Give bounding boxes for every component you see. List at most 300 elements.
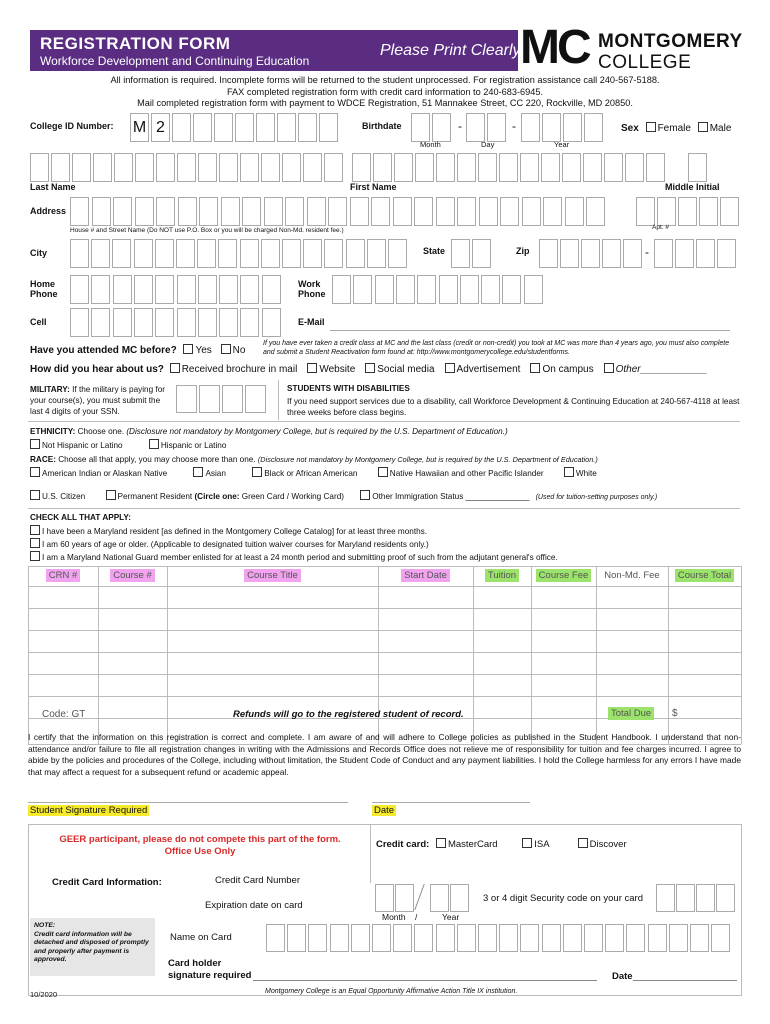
work-phone-box[interactable] (332, 275, 351, 304)
card-name-box[interactable] (648, 924, 667, 952)
us-citizen-checkbox[interactable] (30, 490, 40, 500)
card-type-row (376, 838, 627, 850)
student-signature-label: Student Signature Required (30, 805, 148, 816)
work-phone-label: Work Phone (298, 279, 326, 299)
table-row[interactable] (28, 652, 741, 674)
work-phone-box[interactable] (524, 275, 543, 304)
work-phone-box[interactable] (502, 275, 521, 304)
work-phone-box[interactable] (396, 275, 415, 304)
cell-phone-box[interactable] (134, 308, 153, 337)
table-header-label: Start Date (401, 569, 450, 582)
last-name-label: Last Name (30, 182, 76, 192)
heard-option-label: On campus (542, 364, 594, 375)
email-label: E-Mail (298, 317, 325, 327)
female-checkbox[interactable] (646, 122, 656, 132)
ethnicity-heading (30, 427, 508, 436)
signature-line[interactable] (28, 802, 348, 803)
check-all-list (30, 525, 558, 563)
first-name-box[interactable] (352, 153, 371, 182)
disabilities-title: STUDENTS WITH DISABILITIES (287, 384, 410, 393)
certification-text: I certify that the information on this registration is correct and complete. I am aware of and will adhere to College policies as published in the Student Handbook. I understand that non-attendance and/or failure to file all registration changes in writing with the Admissions and Records Office does not relieve me of responsibility for tuition and fee charges incurred. I agree to abide by the policies and procedures of the College, including without limitation, the Student Code of Conduct and any payment liabilities. I hold the College harmless for any errors I have made that may affect a request for a subsequent refund or academic appeal. (28, 732, 741, 777)
address-box[interactable] (156, 197, 175, 226)
other-status-label: Other Immigration Status ______________ (372, 492, 530, 501)
refunds-note: Refunds will go to the registered student of record. (233, 709, 464, 720)
home-phone-box[interactable] (219, 275, 238, 304)
home-phone-box[interactable] (198, 275, 217, 304)
cc-number-label: Credit Card Number (215, 875, 300, 886)
table-header (378, 570, 473, 581)
address-box[interactable] (328, 197, 347, 226)
divider (28, 508, 740, 509)
last-name-box[interactable] (324, 153, 343, 182)
card-name-box[interactable] (626, 924, 645, 952)
address-box[interactable] (135, 197, 154, 226)
address-box[interactable] (285, 197, 304, 226)
zip-box[interactable] (581, 239, 600, 268)
exp-year-label: Year (442, 912, 460, 922)
zip-box[interactable] (602, 239, 621, 268)
hispanic-checkbox[interactable] (149, 439, 159, 449)
address-box[interactable] (264, 197, 283, 226)
first-name-box[interactable] (499, 153, 518, 182)
zip-box[interactable] (539, 239, 558, 268)
race-option-pacific-islander: Native Hawaiian and other Pacific Islander (389, 469, 544, 478)
card-name-box[interactable] (563, 924, 582, 952)
email-line[interactable] (330, 330, 730, 331)
card-name-box[interactable] (542, 924, 561, 952)
address-box[interactable] (522, 197, 541, 226)
attended-yes-checkbox[interactable] (183, 344, 193, 354)
race-heading (30, 455, 598, 464)
card-name-box[interactable] (330, 924, 349, 952)
first-name-box[interactable] (520, 153, 539, 182)
last-name-box[interactable] (177, 153, 196, 182)
address-box[interactable] (371, 197, 390, 226)
discover-checkbox[interactable] (578, 838, 588, 848)
city-box[interactable] (112, 239, 131, 268)
apt-box[interactable] (678, 197, 697, 226)
cell-phone-box[interactable] (262, 308, 281, 337)
first-name-box[interactable] (457, 153, 476, 182)
not-hispanic-checkbox[interactable] (30, 439, 40, 449)
race-checkbox[interactable] (193, 467, 203, 477)
first-name-box[interactable] (415, 153, 434, 182)
attended-question-text: Have you attended MC before? (30, 345, 177, 356)
city-box[interactable] (282, 239, 301, 268)
work-phone-box[interactable] (439, 275, 458, 304)
city-box[interactable] (176, 239, 195, 268)
first-name-box[interactable] (604, 153, 623, 182)
exp-month-box[interactable] (395, 884, 414, 912)
address-box[interactable] (199, 197, 218, 226)
city-box[interactable] (324, 239, 343, 268)
address-box[interactable] (70, 197, 89, 226)
attended-no-label: No (232, 345, 246, 356)
heard-option-checkbox[interactable] (530, 363, 540, 373)
heard-option-checkbox[interactable] (604, 363, 614, 373)
list-item (30, 551, 558, 564)
birth-year-box[interactable] (521, 113, 540, 142)
geer-line2: Office Use Only (164, 846, 236, 857)
table-header (668, 570, 741, 581)
zip-box[interactable] (560, 239, 579, 268)
cell-phone-box[interactable] (177, 308, 196, 337)
cell-phone-box[interactable] (113, 308, 132, 337)
zip-ext-box[interactable] (654, 239, 673, 268)
zip-ext-box[interactable] (717, 239, 736, 268)
heard-about-row (30, 363, 707, 375)
home-phone-box[interactable] (240, 275, 259, 304)
heard-question: How did you hear about us? (30, 364, 164, 375)
address-box[interactable] (113, 197, 132, 226)
last-name-box[interactable] (303, 153, 322, 182)
state-box[interactable] (451, 239, 470, 268)
eeo-statement: Montgomery College is an Equal Opportunity Affirmative Action Title IX institution. (265, 988, 518, 995)
address-box[interactable] (457, 197, 476, 226)
table-row[interactable] (28, 630, 741, 652)
race-checkbox[interactable] (252, 467, 262, 477)
address-box[interactable] (393, 197, 412, 226)
college-id-box[interactable]: 2 (151, 113, 170, 142)
birth-year-label: Year (554, 140, 570, 149)
ssn-box[interactable] (222, 385, 243, 413)
college-id-box[interactable] (256, 113, 275, 142)
apt-box[interactable] (657, 197, 676, 226)
card-name-box[interactable] (711, 924, 730, 952)
home-phone-box[interactable] (262, 275, 281, 304)
heard-option-label: Social media (377, 364, 435, 375)
city-box[interactable] (367, 239, 386, 268)
table-row[interactable] (28, 586, 741, 608)
table-col-rule (741, 566, 742, 744)
first-name-box[interactable] (478, 153, 497, 182)
zip-label: Zip (516, 246, 530, 256)
card-name-box[interactable] (308, 924, 327, 952)
visa-checkbox[interactable] (522, 838, 532, 848)
college-id-box[interactable] (298, 113, 317, 142)
address-box[interactable] (565, 197, 584, 226)
state-label: State (423, 246, 446, 256)
city-box[interactable] (70, 239, 89, 268)
city-box[interactable] (155, 239, 174, 268)
card-name-box[interactable] (351, 924, 370, 952)
last-name-box[interactable] (51, 153, 70, 182)
heard-option-checkbox[interactable] (307, 363, 317, 373)
college-id-box[interactable]: M (130, 113, 149, 142)
exp-month-box[interactable] (375, 884, 394, 912)
discover-label: Discover (589, 839, 627, 850)
table-row[interactable] (28, 674, 741, 696)
first-name-box[interactable] (625, 153, 644, 182)
heard-option-checkbox[interactable] (170, 363, 180, 373)
exp-month-label: Month (382, 912, 406, 922)
note-title: NOTE: (34, 922, 56, 929)
national-guard-checkbox[interactable] (30, 551, 40, 561)
card-name-box[interactable] (436, 924, 455, 952)
note-text: Credit card information will be detached and disposed of promptly and properly after payment is approved. (34, 930, 149, 964)
last-name-box[interactable] (198, 153, 217, 182)
card-name-box[interactable] (372, 924, 391, 952)
ssn-box[interactable] (199, 385, 220, 413)
college-id-label: College ID Number: (30, 121, 114, 131)
city-box[interactable] (197, 239, 216, 268)
separator-dash: - (645, 245, 649, 259)
ethnicity-instruction: Choose one. (75, 427, 127, 436)
city-box[interactable] (134, 239, 153, 268)
card-name-box[interactable] (457, 924, 476, 952)
race-checkbox[interactable] (564, 467, 574, 477)
last-name-box[interactable] (219, 153, 238, 182)
card-name-box[interactable] (287, 924, 306, 952)
cell-phone-box[interactable] (198, 308, 217, 337)
heard-option-checkbox[interactable] (445, 363, 455, 373)
intro-line3: Mail completed registration form with payment to WDCE Registration, 51 Mannakee Street, CC 220, Rockville, MD 20850. (137, 98, 633, 108)
military-title: MILITARY: (30, 385, 70, 394)
cell-phone-box[interactable] (240, 308, 259, 337)
apt-box[interactable] (636, 197, 655, 226)
city-box[interactable] (218, 239, 237, 268)
resident-label: I have been a Maryland resident [as defined in the Montgomery College Catalog] for at least three months. (42, 527, 428, 536)
female-label: Female (657, 123, 691, 134)
table-header (98, 570, 167, 581)
intro-line1: All information is required. Incomplete forms will be returned to the student unprocessed. For registration assistance call 240-567-5188. (110, 75, 660, 85)
birth-year-box[interactable] (542, 113, 561, 142)
college-id-box[interactable] (235, 113, 254, 142)
attended-no-checkbox[interactable] (221, 344, 231, 354)
apt-box[interactable] (699, 197, 718, 226)
table-header-label: Course Fee (536, 569, 592, 582)
logo-line2: COLLEGE (598, 52, 692, 73)
race-option-asian: Asian (205, 469, 226, 478)
home-phone-box[interactable] (134, 275, 153, 304)
address-box[interactable] (350, 197, 369, 226)
cell-phone-box[interactable] (219, 308, 238, 337)
last-name-box[interactable] (156, 153, 175, 182)
table-header (28, 570, 98, 581)
attended-question (30, 344, 245, 356)
race-checkbox[interactable] (30, 467, 40, 477)
city-box[interactable] (261, 239, 280, 268)
zip-box[interactable] (623, 239, 642, 268)
card-date-line[interactable] (633, 980, 737, 981)
middle-initial-box[interactable] (688, 153, 707, 182)
city-box[interactable] (240, 239, 259, 268)
name-on-card-label: Name on Card (170, 932, 232, 943)
security-code-label: 3 or 4 digit Security code on your card (483, 893, 644, 904)
male-checkbox[interactable] (698, 122, 708, 132)
first-name-box[interactable] (583, 153, 602, 182)
apt-label: Apt. # (652, 224, 669, 231)
permanent-resident-label: Permanent Resident (117, 492, 195, 501)
address-box[interactable] (242, 197, 261, 226)
card-name-box[interactable] (520, 924, 539, 952)
home-phone-box[interactable] (70, 275, 89, 304)
address-box[interactable] (221, 197, 240, 226)
state-box[interactable] (472, 239, 491, 268)
ssn-box[interactable] (245, 385, 266, 413)
race-instruction: Choose all that apply, you may choose more than one. (55, 455, 258, 464)
address-box[interactable] (92, 197, 111, 226)
logo-line1: MONTGOMERY (598, 31, 743, 52)
card-name-box[interactable] (266, 924, 285, 952)
total-due-label: Total Due (608, 707, 654, 720)
last-name-box[interactable] (240, 153, 259, 182)
zip-ext-box[interactable] (675, 239, 694, 268)
work-phone-box[interactable] (417, 275, 436, 304)
work-phone-box[interactable] (481, 275, 500, 304)
college-id-box[interactable] (214, 113, 233, 142)
last-name-box[interactable] (30, 153, 49, 182)
address-box[interactable] (436, 197, 455, 226)
birth-year-box[interactable] (563, 113, 582, 142)
heard-option-checkbox[interactable] (365, 363, 375, 373)
work-phone-box[interactable] (353, 275, 372, 304)
other-status-checkbox[interactable] (360, 490, 370, 500)
birth-month-box[interactable] (411, 113, 430, 142)
card-name-box[interactable] (478, 924, 497, 952)
city-box[interactable] (303, 239, 322, 268)
table-header-label: Course Total (675, 569, 734, 582)
race-option-black: Black or African American (264, 469, 358, 478)
senior-checkbox[interactable] (30, 538, 40, 548)
home-phone-box[interactable] (177, 275, 196, 304)
sex-label: Sex (621, 123, 639, 134)
race-label: RACE: (30, 455, 56, 464)
address-box[interactable] (479, 197, 498, 226)
address-box[interactable] (500, 197, 519, 226)
birth-month-box[interactable] (432, 113, 451, 142)
city-box[interactable] (346, 239, 365, 268)
birth-month-label: Month (420, 140, 441, 149)
last-name-box[interactable] (135, 153, 154, 182)
ssn-box[interactable] (176, 385, 197, 413)
home-phone-box[interactable] (155, 275, 174, 304)
card-name-box[interactable] (690, 924, 709, 952)
security-code-box[interactable] (656, 884, 675, 912)
signature-date-label: Date (374, 805, 395, 816)
cardholder-signature-line[interactable] (253, 980, 597, 981)
table-row[interactable] (28, 608, 741, 630)
college-id-box[interactable] (172, 113, 191, 142)
heard-option-label: Advertisement (456, 364, 521, 375)
first-name-box[interactable] (394, 153, 413, 182)
cell-phone-box[interactable] (70, 308, 89, 337)
table-header (167, 570, 378, 581)
last-name-box[interactable] (282, 153, 301, 182)
credit-card-label: Credit card: (376, 839, 430, 850)
apt-box[interactable] (720, 197, 739, 226)
form-date: 10/2020 (30, 990, 58, 999)
permanent-resident-checkbox[interactable] (106, 490, 116, 500)
work-phone-box[interactable] (375, 275, 394, 304)
senior-label: I am 60 years of age or older. (Applicable to designated tuition waiver courses for Maryland residents only.) (42, 539, 429, 549)
table-header-label: Course Title (244, 569, 301, 582)
date-line[interactable] (372, 802, 530, 803)
code-label: Code: GT (42, 709, 86, 720)
home-phone-box[interactable] (113, 275, 132, 304)
disabilities-text: If you need support services due to a disability, call Workforce Development & Continuing Education at 240-567-4118 at least three weeks before class begins. (287, 397, 740, 417)
card-name-box[interactable] (393, 924, 412, 952)
cell-phone-box[interactable] (91, 308, 110, 337)
first-name-box[interactable] (373, 153, 392, 182)
birth-day-box[interactable] (487, 113, 506, 142)
first-name-box[interactable] (646, 153, 665, 182)
security-code-box[interactable] (696, 884, 715, 912)
exp-year-box[interactable] (430, 884, 449, 912)
expiration-label: Expiration date on card (205, 900, 303, 911)
cell-label: Cell (30, 317, 47, 327)
race-checkbox[interactable] (378, 467, 388, 477)
college-id-box[interactable] (193, 113, 212, 142)
exp-year-box[interactable] (450, 884, 469, 912)
intro-text (30, 75, 740, 110)
address-box[interactable] (414, 197, 433, 226)
card-name-box[interactable] (414, 924, 433, 952)
security-code-box[interactable] (716, 884, 735, 912)
college-id-box[interactable] (319, 113, 338, 142)
us-citizen-label: U.S. Citizen (42, 492, 86, 501)
card-name-box[interactable] (499, 924, 518, 952)
security-code-box[interactable] (676, 884, 695, 912)
last-name-box[interactable] (261, 153, 280, 182)
card-name-box[interactable] (605, 924, 624, 952)
first-name-box[interactable] (436, 153, 455, 182)
address-box[interactable] (178, 197, 197, 226)
male-label: Male (709, 123, 732, 134)
home-phone-label: Home Phone (30, 279, 58, 299)
exp-slash: / (415, 912, 418, 922)
national-guard-label: I am a Maryland National Guard member enlisted for at least a 24 month period and submitting proof of such from the adjutant general's office. (42, 552, 558, 562)
address-box[interactable] (543, 197, 562, 226)
form-title: REGISTRATION FORM (40, 34, 231, 53)
separator-dash: - (512, 119, 516, 133)
card-name-box[interactable] (584, 924, 603, 952)
zip-ext-box[interactable] (696, 239, 715, 268)
resident-checkbox[interactable] (30, 525, 40, 535)
birth-year-box[interactable] (584, 113, 603, 142)
work-phone-box[interactable] (460, 275, 479, 304)
last-name-box[interactable] (114, 153, 133, 182)
list-item (30, 525, 558, 538)
home-phone-box[interactable] (91, 275, 110, 304)
logo-mark: MC (520, 21, 589, 74)
table-header (596, 570, 668, 581)
race-note: (Disclosure not mandatory by Montgomery College, but is required by the U.S. Department of Education.) (257, 455, 598, 464)
first-name-box[interactable] (562, 153, 581, 182)
first-name-box[interactable] (541, 153, 560, 182)
table-header-label: Course # (110, 569, 155, 582)
card-name-box[interactable] (669, 924, 688, 952)
birth-day-box[interactable] (466, 113, 485, 142)
race-option-native-american: American Indian or Alaskan Native (42, 469, 168, 478)
cell-phone-box[interactable] (155, 308, 174, 337)
last-name-box[interactable] (72, 153, 91, 182)
last-name-box[interactable] (93, 153, 112, 182)
first-name-label: First Name (350, 182, 397, 192)
mastercard-checkbox[interactable] (436, 838, 446, 848)
college-id-box[interactable] (277, 113, 296, 142)
city-label: City (30, 248, 48, 258)
circle-one-label: (Circle one: (194, 492, 240, 501)
city-box[interactable] (91, 239, 110, 268)
address-box[interactable] (586, 197, 605, 226)
city-box[interactable] (388, 239, 407, 268)
check-all-title: CHECK ALL THAT APPLY: (30, 513, 131, 522)
payment-divider (370, 825, 371, 883)
birth-day-label: Day (481, 140, 495, 149)
address-box[interactable] (307, 197, 326, 226)
table-rule (28, 566, 741, 567)
